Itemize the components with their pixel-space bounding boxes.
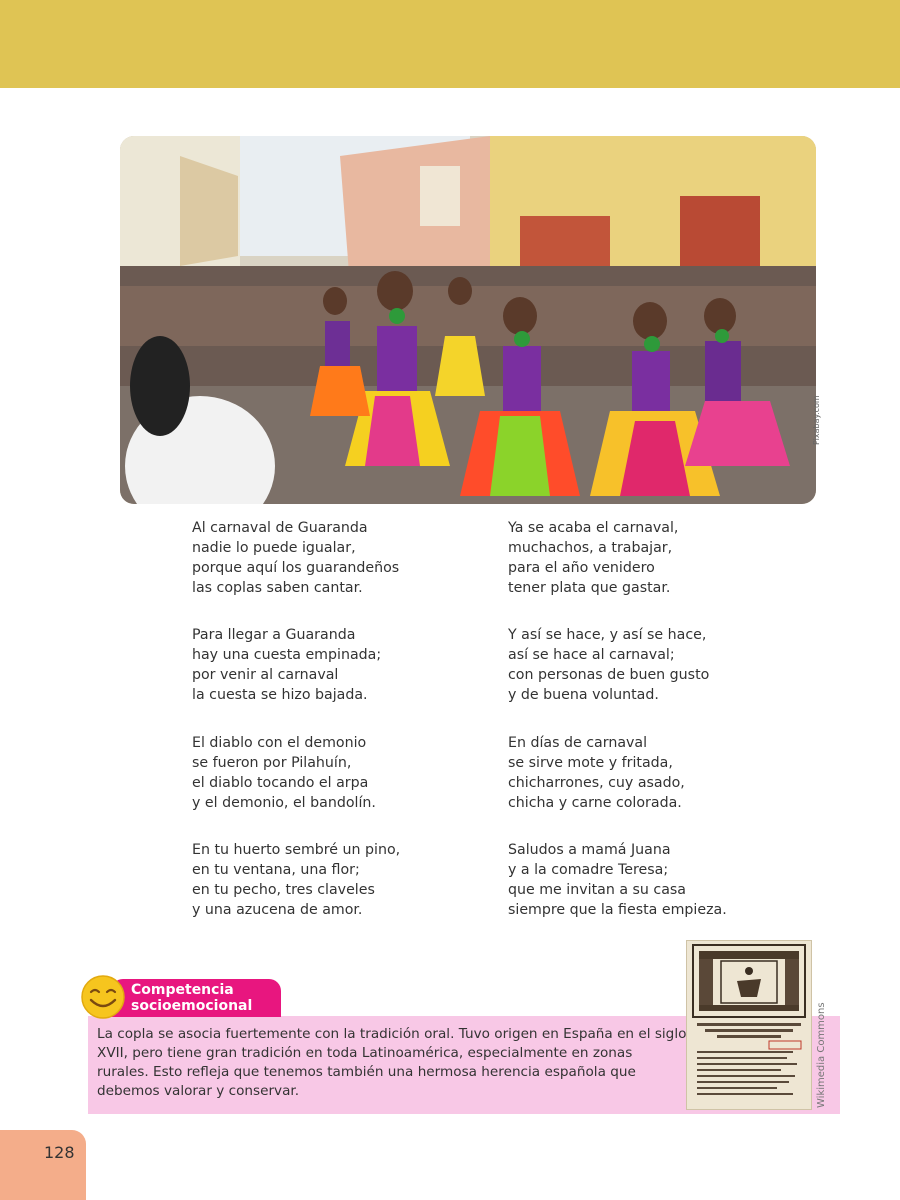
verse-line: nadie lo puede igualar,: [192, 540, 356, 556]
image-credit: Wikimedia Commons: [816, 1002, 827, 1108]
page-number-tab: [0, 1130, 86, 1200]
smiley-icon: [80, 974, 126, 1020]
verse-line: y una azucena de amor.: [192, 902, 363, 918]
verse-line: en tu pecho, tres claveles: [192, 882, 375, 898]
competencia-label: [131, 982, 252, 1014]
verse-line: siempre que la fiesta empieza.: [508, 902, 727, 918]
header-band: [0, 0, 900, 88]
old-book-page-image: [686, 940, 812, 1110]
verse-line: Ya se acaba el carnaval,: [508, 520, 679, 536]
verse-line: la cuesta se hizo bajada.: [192, 687, 368, 703]
verse-line: Para llegar a Guaranda: [192, 627, 356, 643]
verse-line: muchachos, a trabajar,: [508, 540, 673, 556]
verse-line: hay una cuesta empinada;: [192, 647, 382, 663]
photo-credit: Pixabay.com: [812, 395, 821, 445]
verse-line: Saludos a mamá Juana: [508, 842, 671, 858]
competencia-label-line: socioemocional: [131, 998, 253, 1014]
verse-line: y de buena voluntad.: [508, 687, 659, 703]
stanza-right-4: [508, 840, 727, 920]
verse-line: que me invitan a su casa: [508, 882, 687, 898]
verse-line: porque aquí los guarandeños: [192, 560, 400, 576]
competencia-label-line: Competencia: [131, 982, 234, 998]
verse-line: se fueron por Pilahuín,: [192, 755, 352, 771]
verse-line: tener plata que gastar.: [508, 580, 671, 596]
verse-line: Y así se hace, y así se hace,: [508, 627, 707, 643]
verse-line: y a la comadre Teresa;: [508, 862, 669, 878]
verse-line: así se hace al carnaval;: [508, 647, 675, 663]
verse-line: con personas de buen gusto: [508, 667, 710, 683]
verse-line: El diablo con el demonio: [192, 735, 367, 751]
verse-line: por venir al carnaval: [192, 667, 339, 683]
verse-line: las coplas saben cantar.: [192, 580, 363, 596]
stanza-left-1: [192, 518, 399, 598]
stanza-left-2: [192, 625, 381, 705]
stanza-right-1: [508, 518, 678, 598]
verse-line: y el demonio, el bandolín.: [192, 795, 376, 811]
verse-line: en tu ventana, una flor;: [192, 862, 360, 878]
competencia-text: La copla se asocia fuertemente con la tradición oral. Tuvo origen en España en el siglo XVII, pero tiene gran tradición en toda Latinoamérica, especialmente en zonas rurales. Esto refleja que tenemos también una hermosa herencia española que debemos valorar y conservar.: [97, 1026, 687, 1099]
verse-line: se sirve mote y fritada,: [508, 755, 673, 771]
stanza-right-3: [508, 733, 685, 813]
stanza-right-2: [508, 625, 709, 705]
verse-line: chicha y carne colorada.: [508, 795, 682, 811]
verse-line: Al carnaval de Guaranda: [192, 520, 368, 536]
stanza-left-3: [192, 733, 376, 813]
verse-line: En días de carnaval: [508, 735, 648, 751]
carnival-photo: [120, 136, 816, 504]
verse-line: En tu huerto sembré un pino,: [192, 842, 401, 858]
verse-line: chicharrones, cuy asado,: [508, 775, 685, 791]
page-number: 128: [44, 1143, 75, 1162]
stanza-left-4: [192, 840, 400, 920]
verse-line: el diablo tocando el arpa: [192, 775, 369, 791]
verse-line: para el año venidero: [508, 560, 655, 576]
